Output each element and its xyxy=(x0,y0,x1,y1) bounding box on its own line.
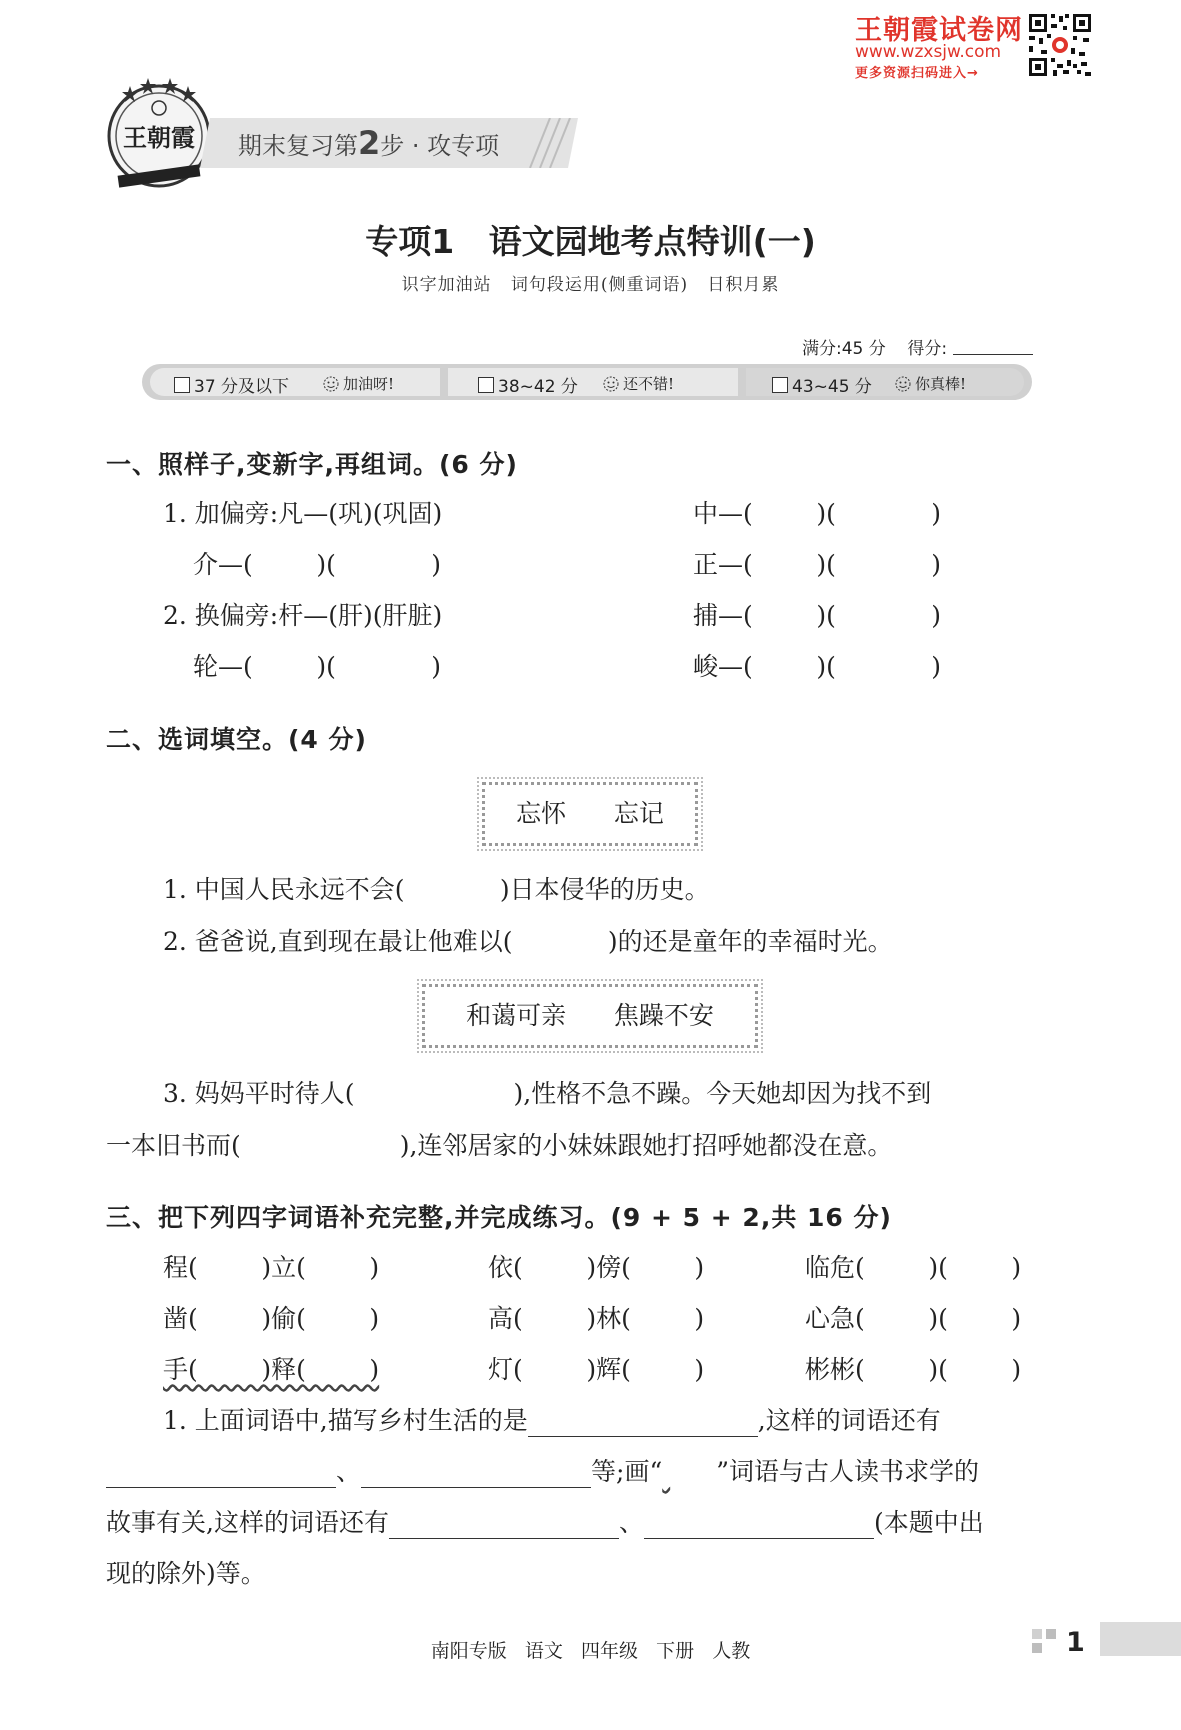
s2-question-3-line2[interactable]: 一本旧书而( ),连邻居家的小妹妹跟她打招呼她都没在意。 xyxy=(106,1131,893,1160)
rating-option-2[interactable]: 38~42 分 xyxy=(478,372,578,397)
page-subtitle: 识字加油站 词句段运用(侧重词语) 日积月累 xyxy=(401,275,780,295)
score-info: 满分:45 分 得分: xyxy=(802,339,948,359)
s1-row2-right[interactable]: 正—( )( ) xyxy=(693,550,941,579)
s3-r3-c3[interactable]: 彬彬( )( ) xyxy=(805,1355,1022,1384)
s1-row4-right[interactable]: 峻—( )( ) xyxy=(693,652,941,681)
brand-slogan: 更多资源扫码进入→ xyxy=(855,66,979,81)
s1-row1-right[interactable]: 中—( )( ) xyxy=(693,499,941,528)
rating-msg-2: 还不错! xyxy=(602,373,674,394)
answer-blank[interactable] xyxy=(361,1461,591,1488)
s2-question-2[interactable]: 2. 爸爸说,直到现在最让他难以( )的还是童年的幸福时光。 xyxy=(163,927,893,956)
smiley-icon xyxy=(602,375,620,393)
answer-blank[interactable] xyxy=(528,1410,758,1437)
s3-r1-c2[interactable]: 依( )傍( ) xyxy=(488,1253,705,1282)
s3-r2-c2[interactable]: 高( )林( ) xyxy=(488,1304,705,1333)
page-number-bar xyxy=(1100,1622,1181,1656)
s1-row3-left[interactable]: 2. 换偏旁:杆—(肝)(肝脏) xyxy=(163,601,443,630)
corner-squares-icon xyxy=(1030,1627,1060,1655)
rating-msg-3: 你真棒! xyxy=(894,373,966,394)
page-number: 1 xyxy=(1066,1627,1085,1658)
smiley-icon xyxy=(894,375,912,393)
score-blank[interactable] xyxy=(953,354,1033,355)
s2-question-3-line1[interactable]: 3. 妈妈平时待人( ),性格不急不躁。今天她却因为找不到 xyxy=(163,1079,932,1108)
answer-blank[interactable] xyxy=(106,1461,336,1488)
s3-r1-c3[interactable]: 临危( )( ) xyxy=(805,1253,1022,1282)
s3-r3-c2[interactable]: 灯( )辉( ) xyxy=(488,1355,705,1384)
s3-r2-c1[interactable]: 凿( )偷( ) xyxy=(163,1304,380,1333)
answer-blank[interactable] xyxy=(644,1512,874,1539)
footer-info: 南阳专版 语文 四年级 下册 人教 xyxy=(430,1640,751,1662)
word-box-2: 和蔼可亲 焦躁不安 xyxy=(422,984,758,1048)
s1-row1-left[interactable]: 1. 加偏旁:凡—(巩)(巩固) xyxy=(163,499,443,528)
s3-q1-line2: 、 等;画“ ”词语与古人读书求学的 xyxy=(106,1452,979,1488)
section-3-heading: 三、把下列四字词语补充完整,并完成练习。(9 + 5 + 2,共 16 分) xyxy=(106,1203,892,1232)
qr-code-icon[interactable] xyxy=(1027,12,1093,78)
s3-r1-c1[interactable]: 程( )立( ) xyxy=(163,1253,380,1282)
s3-r2-c3[interactable]: 心急( )( ) xyxy=(805,1304,1022,1333)
s3-r3-c1[interactable]: 手( )释( ) xyxy=(163,1355,380,1384)
page-title: 专项1 语文园地考点特训(一) xyxy=(365,222,816,261)
s1-row3-right[interactable]: 捕—( )( ) xyxy=(693,601,941,630)
s2-question-1[interactable]: 1. 中国人民永远不会( )日本侵华的历史。 xyxy=(163,875,710,904)
checkbox-icon[interactable] xyxy=(772,377,788,393)
s3-q1-line3: 故事有关,这样的词语还有 、 (本题中出 xyxy=(106,1508,984,1537)
s3-q1-line4: 现的除外)等。 xyxy=(106,1559,266,1588)
brand-name: 王朝霞试卷网 xyxy=(855,15,1023,46)
answer-blank[interactable] xyxy=(389,1512,619,1539)
checkbox-icon[interactable] xyxy=(478,377,494,393)
smiley-icon xyxy=(322,375,340,393)
s1-row4-left[interactable]: 轮—( )( ) xyxy=(193,652,441,681)
brand-url[interactable]: www.wzxsjw.com xyxy=(855,42,1002,62)
rating-option-1[interactable]: 37 分及以下 xyxy=(174,372,289,397)
word-box-1: 忘怀 忘记 xyxy=(482,782,698,846)
logo-text: 王朝霞 xyxy=(123,123,195,152)
wavy-line-sample xyxy=(662,1457,716,1486)
section-2-heading: 二、选词填空。(4 分) xyxy=(106,725,367,754)
checkbox-icon[interactable] xyxy=(174,377,190,393)
rating-msg-1: 加油呀! xyxy=(322,373,394,394)
rating-option-3[interactable]: 43~45 分 xyxy=(772,372,872,397)
banner-label: 期末复习第2步 · 攻专项 xyxy=(238,124,500,162)
s1-row2-left[interactable]: 介—( )( ) xyxy=(193,550,441,579)
section-1-heading: 一、照样子,变新字,再组词。(6 分) xyxy=(106,450,518,479)
s3-q1-line1: 1. 上面词语中,描写乡村生活的是 ,这样的词语还有 xyxy=(163,1406,941,1435)
